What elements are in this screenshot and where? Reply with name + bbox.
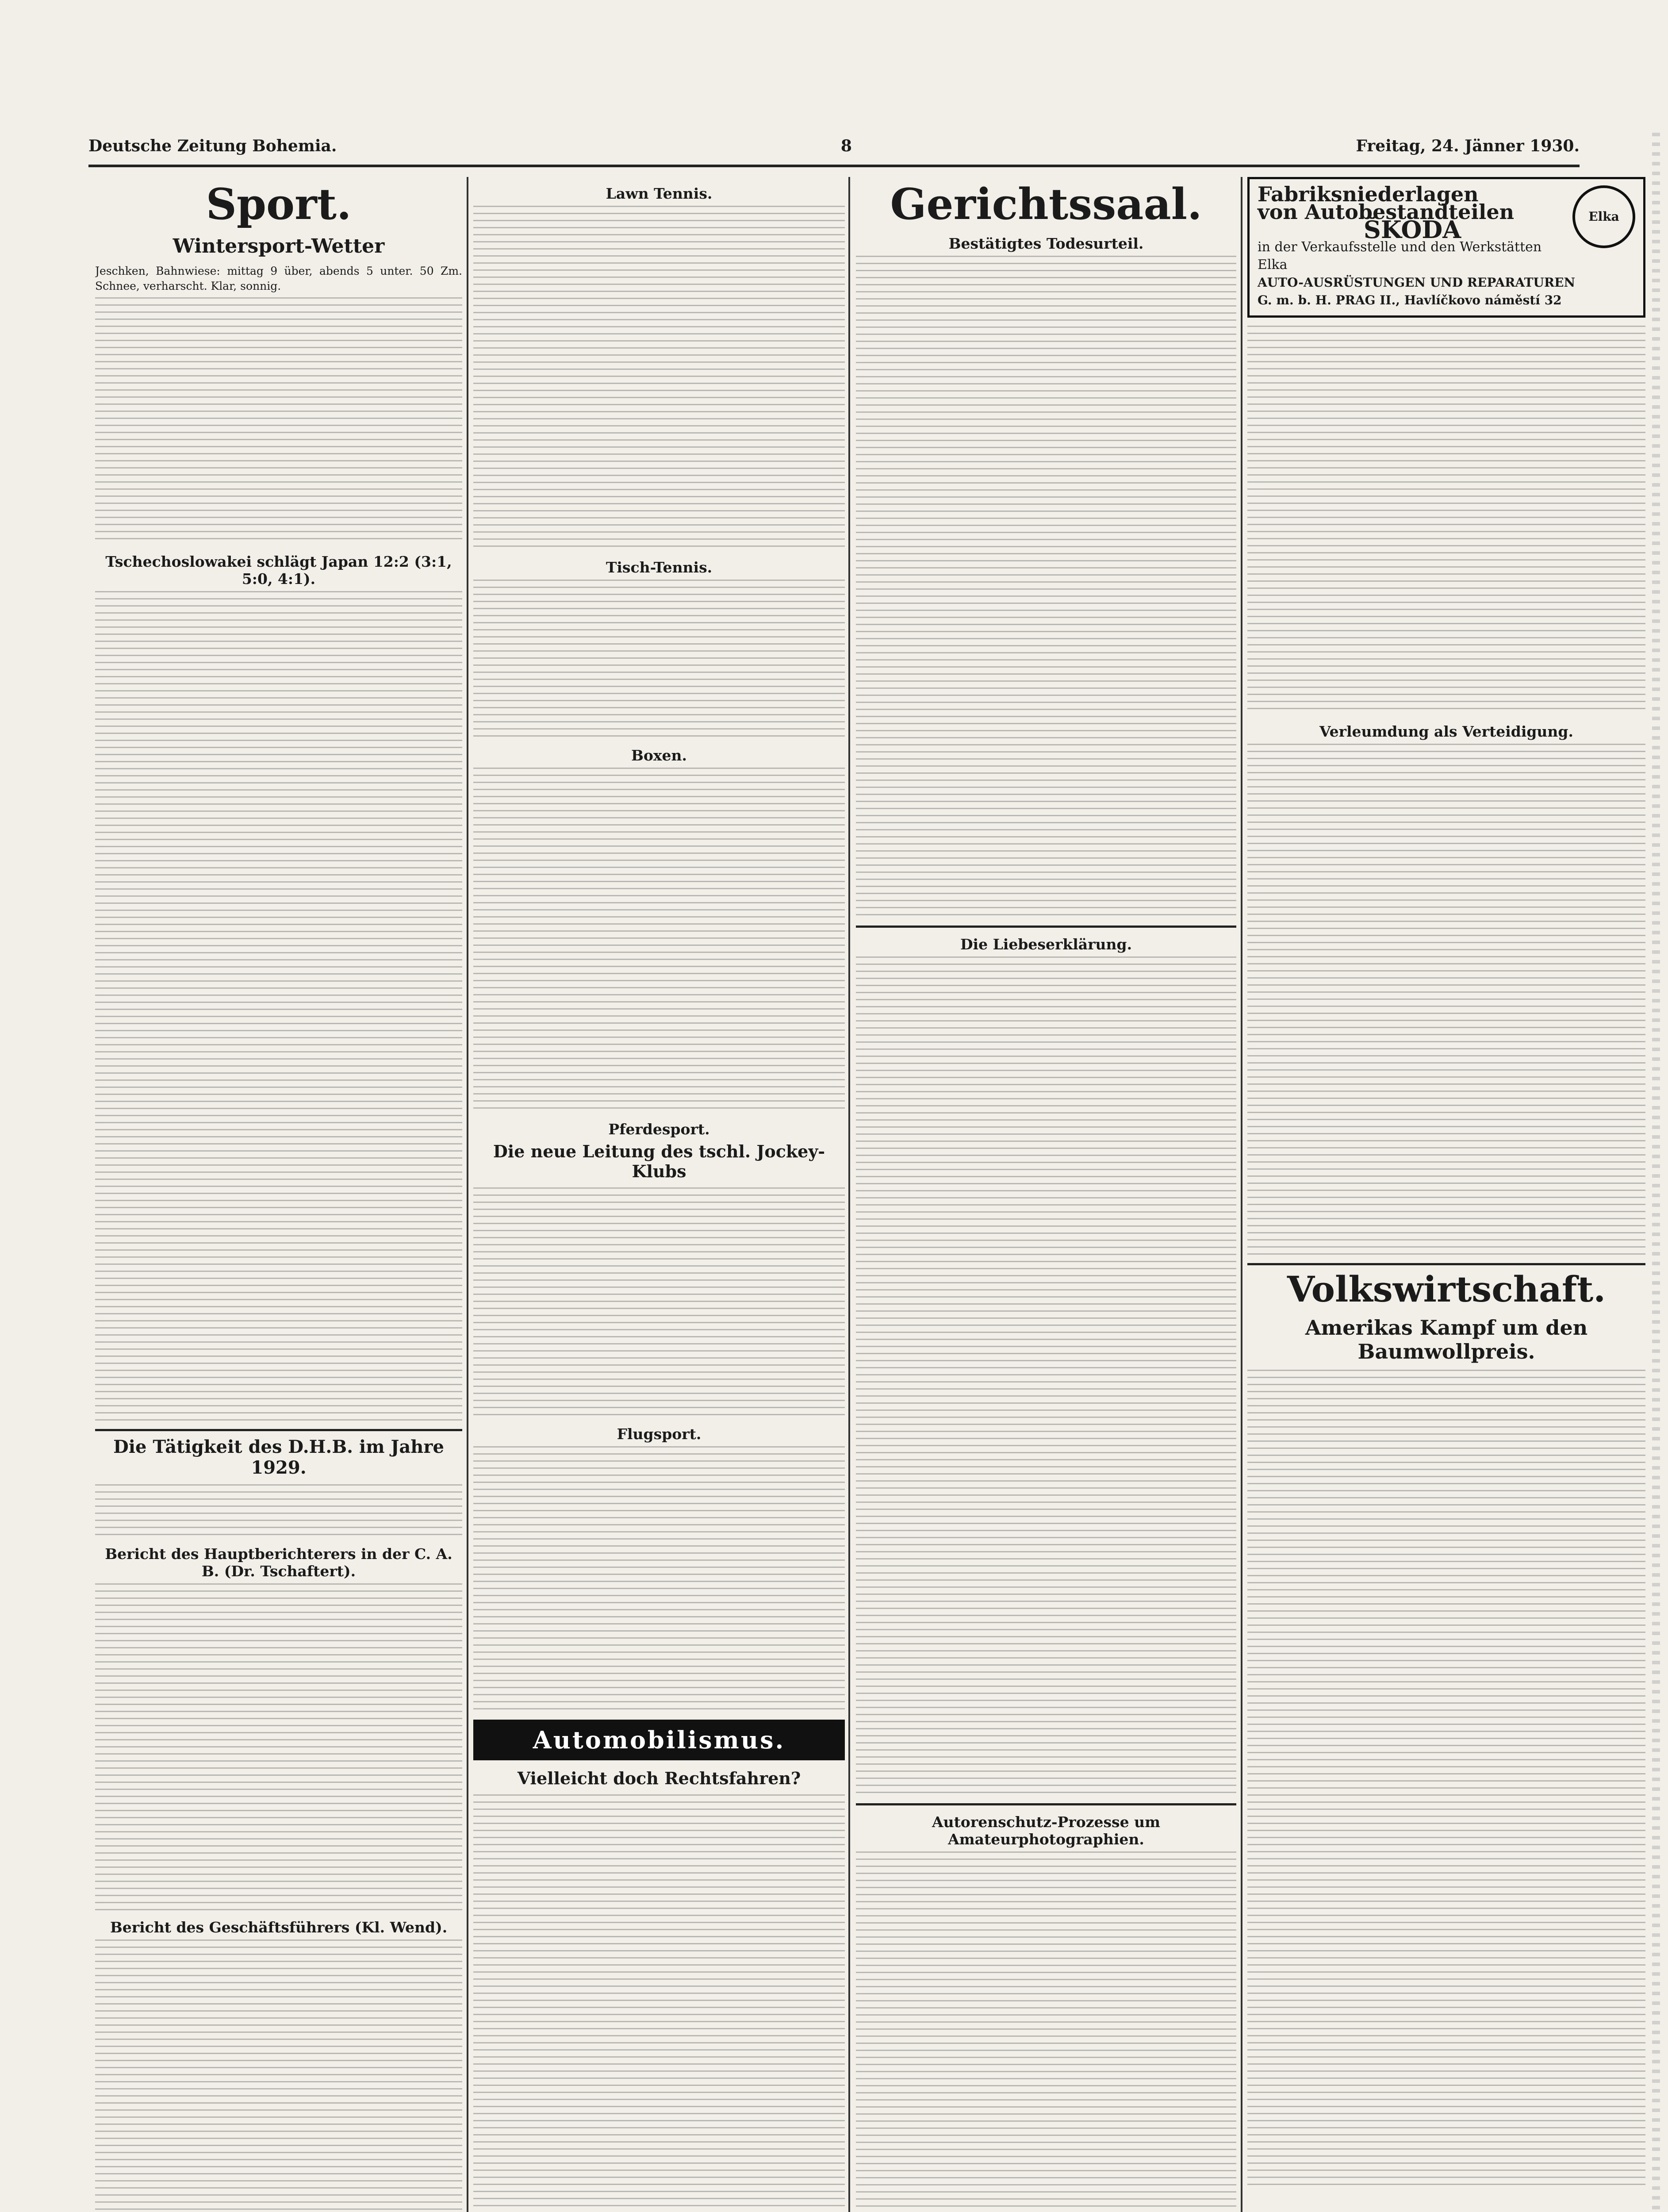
article-heading: Boxen.: [631, 747, 687, 764]
article-rule: [856, 1803, 1236, 1805]
text-block: [95, 1484, 462, 1537]
text-block: [1247, 744, 1645, 1257]
article-heading: Bericht des Geschäftsführers (Kl. Wend).: [110, 1918, 448, 1936]
text-block: [473, 1187, 845, 1417]
section-title-volkswirtschaft: Volkswirtschaft.: [1287, 1268, 1606, 1310]
column-sport-2: [473, 177, 845, 2212]
article-heading: Bestätigtes Todesurteil.: [948, 234, 1144, 252]
section-banner-automobilismus: Automobilismus.: [473, 1720, 845, 1760]
column-volkswirtschaft: [1247, 177, 1645, 2212]
header-page-number: 8: [840, 137, 852, 155]
article-heading: Autorenschutz-Prozesse um Amateurphotographien.: [932, 1813, 1161, 1848]
column-sport: [95, 177, 462, 2212]
text-block: [95, 1939, 462, 2212]
ad-line: Fabriksniederlagen: [1258, 182, 1479, 206]
text-block: [473, 580, 845, 739]
header-date: Freitag, 24. Jänner 1930.: [1356, 137, 1580, 155]
article-heading: Die neue Leitung des tschl. Jockey-Klubs: [493, 1141, 825, 1181]
article-heading: Tisch-Tennis.: [606, 559, 713, 576]
article-heading: Lawn Tennis.: [606, 185, 713, 202]
article-rule: [856, 926, 1236, 928]
article-heading: Pferdesport.: [608, 1121, 710, 1138]
text-block: [1247, 1370, 1645, 2188]
text-block: [1247, 326, 1645, 715]
header-rule: [88, 165, 1580, 167]
text-block: [473, 206, 845, 551]
article-rule: [1247, 1263, 1645, 1265]
elka-logo: Elka: [1572, 185, 1635, 248]
skoda-advertisement: [1247, 177, 1645, 318]
text-block: [473, 1794, 845, 2212]
column-divider: [467, 177, 468, 2212]
article-heading: Die Liebeserklärung.: [960, 935, 1132, 953]
article-heading: Amerikas Kampf um den Baumwollpreis.: [1305, 1316, 1588, 1363]
header-newspaper-name: Deutsche Zeitung Bohemia.: [88, 137, 337, 155]
lead-text: Jeschken, Bahnwiese: mittag 9 über, abends 5 unter. 50 Zm. Schnee, verharscht. Klar, sonnig.: [95, 264, 462, 292]
ad-brand: ŠKODA: [1363, 215, 1461, 244]
text-block: [473, 1446, 845, 1712]
text-block: [473, 768, 845, 1113]
article-rule: [95, 1429, 462, 1431]
column-divider: [848, 177, 850, 2212]
section-title-gerichtssaal: Gerichtssaal.: [890, 179, 1202, 229]
section-title-sport: Sport.: [206, 179, 352, 229]
article-heading: Die Tätigkeit des D.H.B. im Jahre 1929.: [113, 1436, 444, 1478]
subtitle-wintersport: Wintersport-Wetter: [173, 234, 385, 257]
article-heading: Verleumdung als Verteidigung.: [1319, 723, 1573, 740]
ad-line: in der Verkaufsstelle und den Werkstätten Elka: [1258, 239, 1542, 273]
column-divider: [1241, 177, 1242, 2212]
page-header: [88, 133, 1580, 159]
article-heading: Vielleicht doch Rechtsfahren?: [517, 1768, 801, 1788]
ad-address: G. m. b. H. PRAG II., Havlíčkovo náměstí 32: [1258, 293, 1562, 307]
text-block: [95, 591, 462, 1423]
text-block: [856, 956, 1236, 1797]
article-heading: Tschechoslowakei schlägt Japan 12:2 (3:1, 5:0, 4:1).: [105, 553, 452, 588]
article-heading: Flugsport.: [617, 1425, 702, 1443]
text-block: [95, 1583, 462, 1911]
text-block: [856, 256, 1236, 919]
column-gerichtssaal: [856, 177, 1236, 2212]
article-heading: Bericht des Hauptberichterers in der C. A. B. (Dr. Tschaftert).: [105, 1545, 452, 1580]
ad-line: von Autobestandteilen: [1258, 200, 1515, 224]
text-block: [856, 1851, 1236, 2212]
ad-line: AUTO-AUSRÜSTUNGEN UND REPARATUREN: [1258, 275, 1576, 290]
scan-margin-strip: [1652, 133, 1660, 2212]
text-block: [95, 297, 462, 545]
